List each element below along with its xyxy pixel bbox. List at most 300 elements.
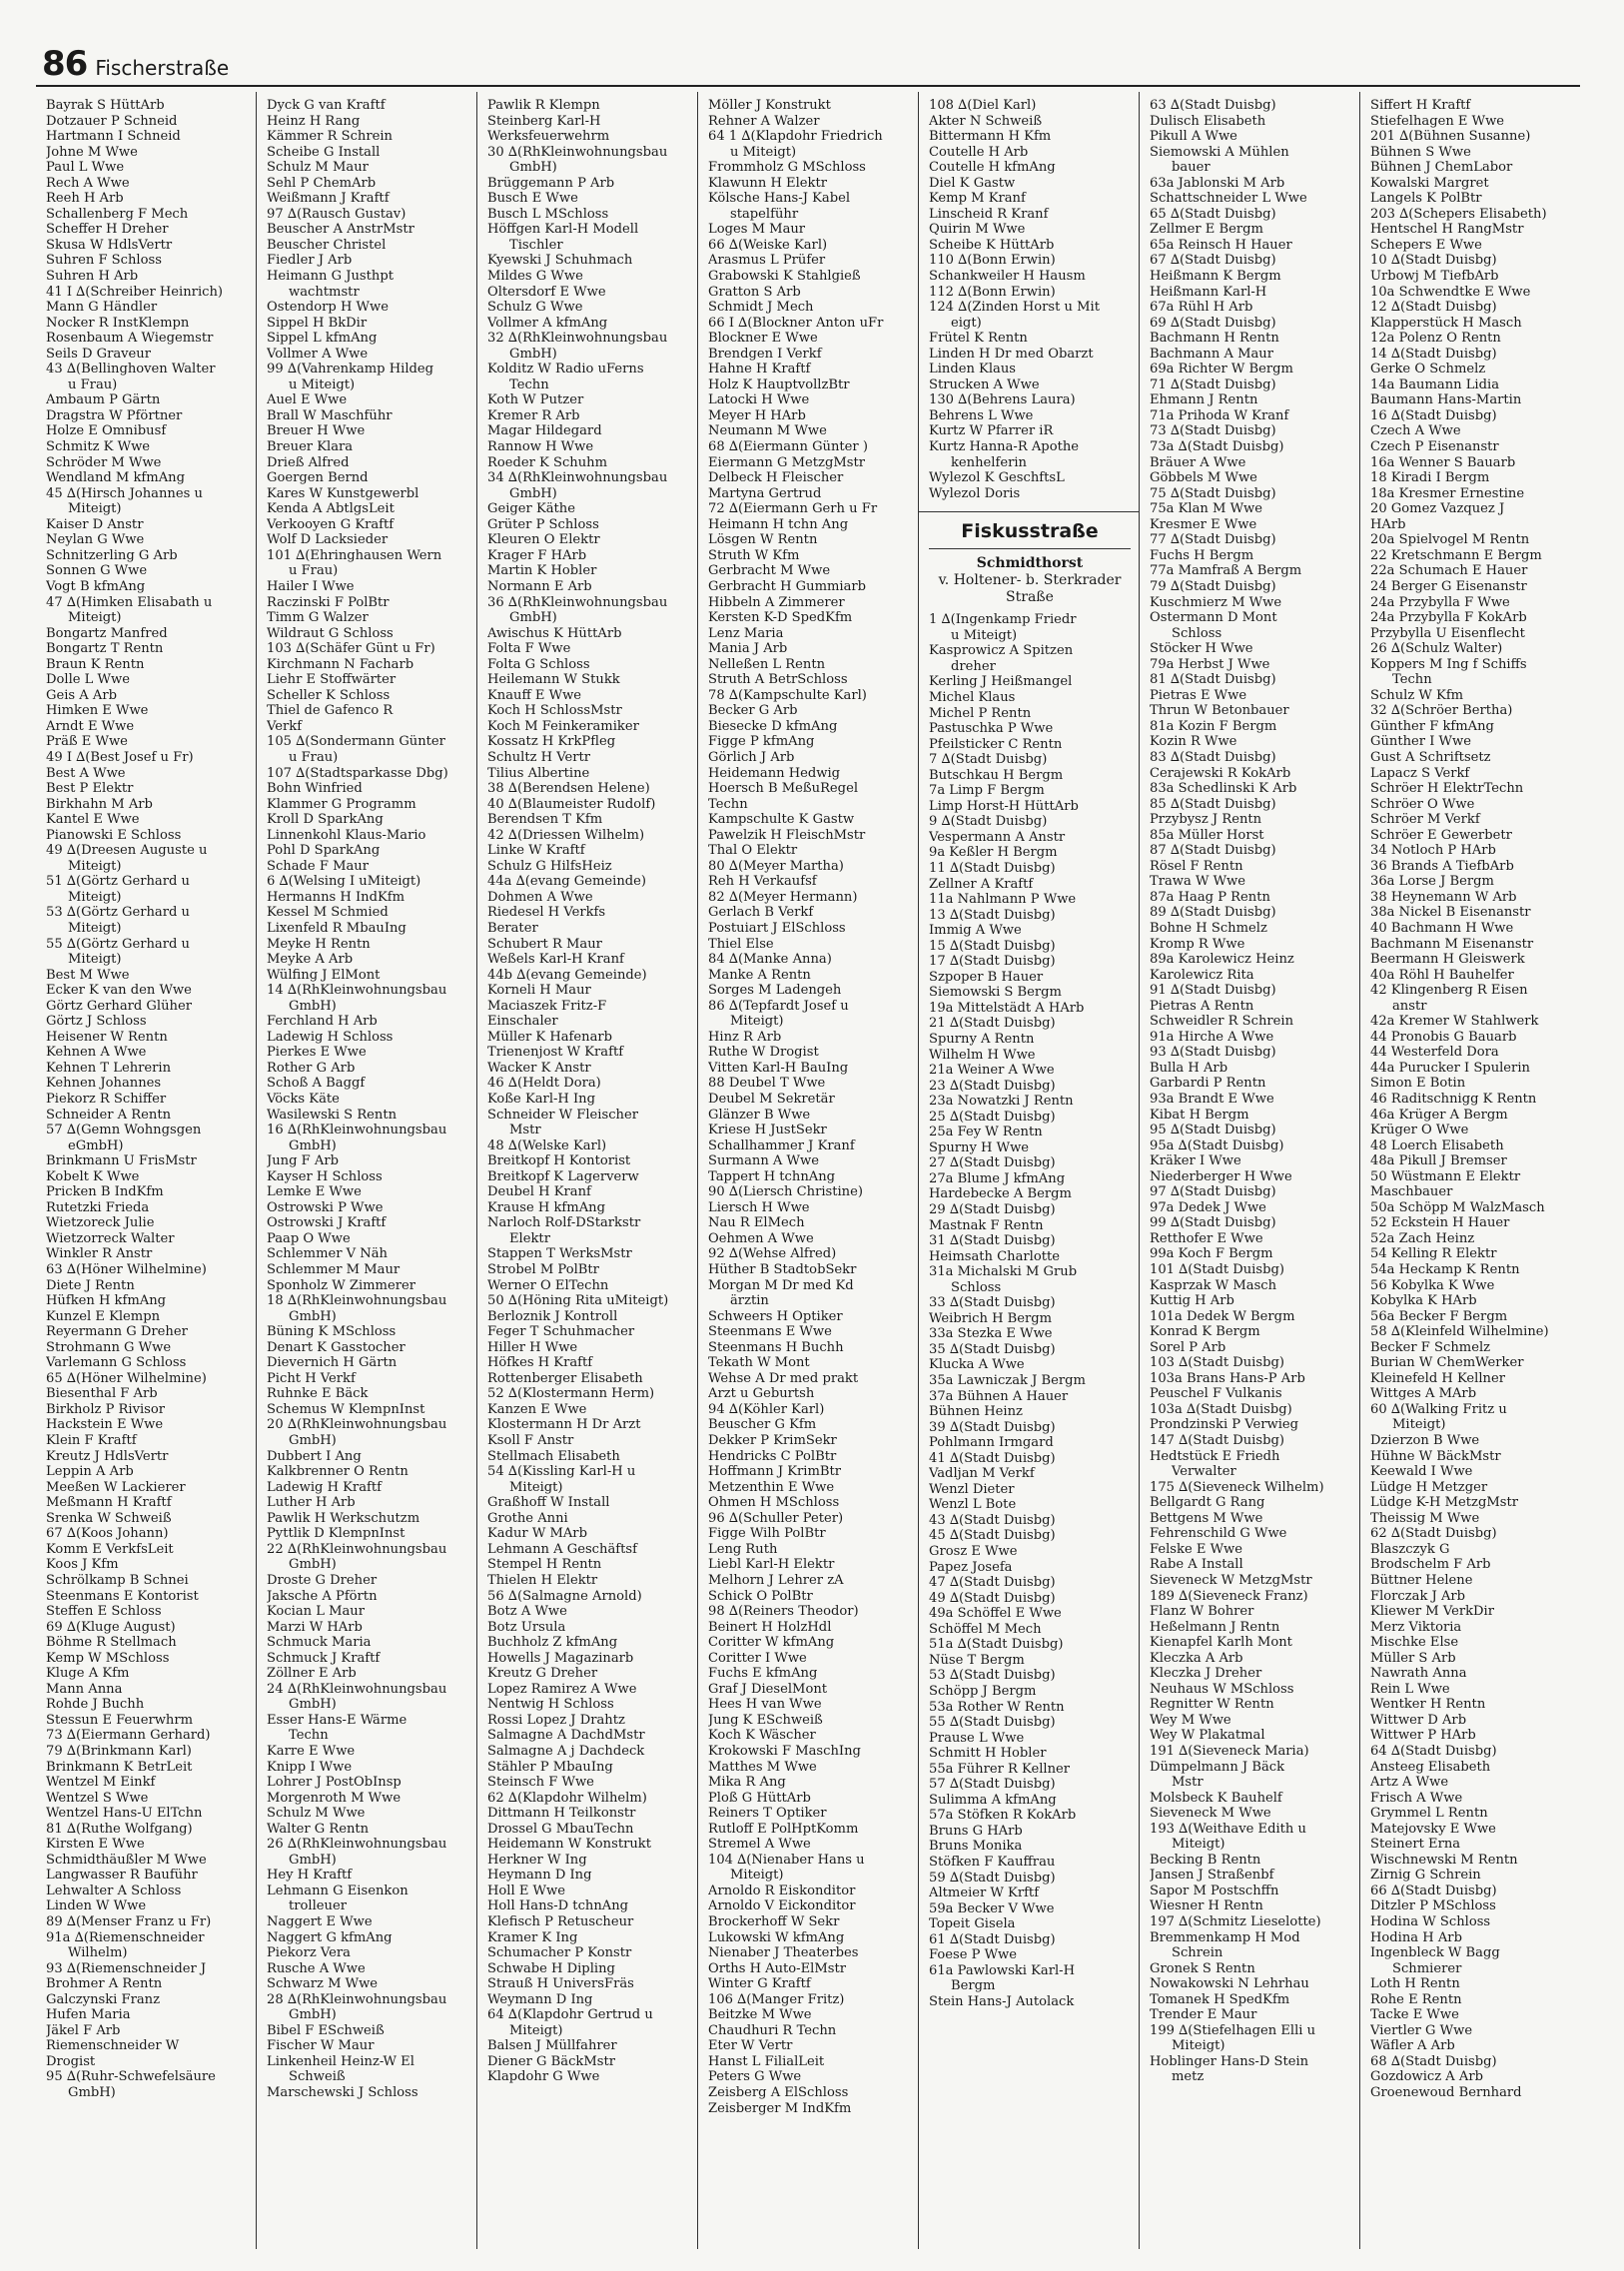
directory-entry: 22a Schumach E Hauer xyxy=(1370,563,1528,579)
directory-entry: Weßels Karl-H Kranf xyxy=(487,952,624,968)
directory-entry: Drieß Alfred xyxy=(267,454,350,470)
directory-entry: GmbH) xyxy=(289,1697,337,1713)
directory-entry: 59a Becker V Wwe xyxy=(929,1900,1055,1916)
directory-entry: Martyna Gertrud xyxy=(708,485,822,501)
directory-entry: Kaiser D Anstr xyxy=(46,516,144,532)
directory-entry: 19a Mittelstädt A HArb xyxy=(929,1000,1085,1016)
directory-entry: Göbbels M Wwe xyxy=(1150,470,1257,486)
directory-entry: Liebl Karl-H Elektr xyxy=(708,1557,835,1573)
directory-entry: 17 ∆(Stadt Duisbg) xyxy=(929,954,1056,970)
directory-entry: Schumacher P Konstr xyxy=(487,1945,632,1961)
directory-entry: Korneli H Maur xyxy=(487,983,591,999)
directory-entry: Einschaler xyxy=(487,1014,558,1030)
directory-entry: Holl Hans-D tchnAng xyxy=(487,1898,629,1914)
directory-entry: 64 1 ∆(Klapdohr Friedrich xyxy=(708,129,883,145)
directory-entry: Schröer M Verkf xyxy=(1370,812,1480,828)
directory-entry: Schnitzerling G Arb xyxy=(46,547,178,563)
directory-entry: Thiel de Gafenco R xyxy=(267,703,394,719)
directory-entry: Hackstein E Wwe xyxy=(46,1417,164,1433)
directory-entry: Brall W Maschführ xyxy=(267,407,393,423)
directory-entry: Graßhoff W Install xyxy=(487,1495,610,1511)
directory-entry: Nentwig H Schloss xyxy=(487,1697,614,1713)
directory-entry: 69 ∆(Stadt Duisbg) xyxy=(1150,315,1276,331)
directory-entry: 105 ∆(Sondermann Günter xyxy=(267,734,445,750)
directory-entry: Breuer H Wwe xyxy=(267,423,366,439)
directory-entry: Strohmann G Wwe xyxy=(46,1339,172,1355)
directory-entry: 89 ∆(Stadt Duisbg) xyxy=(1150,905,1276,921)
directory-entry: Kuttig H Arb xyxy=(1150,1293,1234,1309)
directory-entry: 84 ∆(Manke Anna) xyxy=(708,952,832,968)
directory-entry: 16a Wenner S Bauarb xyxy=(1370,454,1516,470)
directory-entry: Struth A BetrSchloss xyxy=(708,672,848,688)
directory-entry: Arnoldo R Eiskonditor xyxy=(708,1883,856,1898)
directory-entry: Piekorz R Schiffer xyxy=(46,1092,167,1107)
directory-entry: Hinz R Arb xyxy=(708,1029,782,1045)
directory-entry: Bongartz T Rentn xyxy=(46,641,164,657)
directory-entry: 50a Schöpp M WalzMasch xyxy=(1370,1199,1545,1215)
directory-entry: Rosenbaum A Wiegemstr xyxy=(46,331,214,347)
directory-entry: Oltersdorf E Wwe xyxy=(487,284,606,300)
directory-entry: GmbH) xyxy=(509,160,557,176)
directory-entry: Mann G Händler xyxy=(46,300,158,316)
directory-entry: 103 ∆(Schäfer Günt u Fr) xyxy=(267,641,435,657)
directory-entry: Loges M Maur xyxy=(708,222,806,238)
directory-entry: Tappert H tchnAng xyxy=(708,1168,836,1184)
directory-entry: Kares W Kunstgewerbl xyxy=(267,485,419,501)
directory-entry: Kayser H Schloss xyxy=(267,1168,383,1184)
directory-entry: Schmierer xyxy=(1392,1960,1462,1976)
directory-entry: trolleuer xyxy=(289,1898,347,1914)
directory-entry: 49 I ∆(Best Josef u Fr) xyxy=(46,749,194,765)
directory-entry: Sippel H BkDir xyxy=(267,315,368,331)
directory-entry: Kliewer M VerkDir xyxy=(1370,1604,1494,1620)
directory-entry: 80 ∆(Meyer Martha) xyxy=(708,858,844,874)
directory-entry: Nowakowski N Lehrhau xyxy=(1150,1976,1309,1992)
directory-entry: 6 ∆(Welsing I uMiteigt) xyxy=(267,874,421,890)
directory-entry: Müller K Hafenarb xyxy=(487,1029,613,1045)
directory-entry: Schankweiler H Hausm xyxy=(929,269,1086,285)
directory-entry: Balsen J Müllfahrer xyxy=(487,2038,617,2054)
directory-entry: Hodina H Arb xyxy=(1370,1929,1462,1945)
directory-entry: Auel E Wwe xyxy=(267,392,348,408)
directory-entry: 9a Keßler H Bergm xyxy=(929,845,1058,861)
directory-entry: 69 ∆(Kluge August) xyxy=(46,1619,176,1635)
directory-entry: Busch E Wwe xyxy=(487,191,578,207)
directory-entry: Fuchs E kfmAng xyxy=(708,1666,818,1682)
directory-entry: Schulz M Wwe xyxy=(267,1806,366,1822)
directory-entry: Thrun W Betonbauer xyxy=(1150,703,1289,719)
directory-entry: dreher xyxy=(951,658,996,674)
directory-entry: Fischer W Maur xyxy=(267,2038,375,2054)
directory-entry: Rohe E Rentn xyxy=(1370,1991,1462,2007)
directory-entry: Langels K PolBtr xyxy=(1370,191,1482,207)
directory-entry: 46 Raditschnigg K Rentn xyxy=(1370,1092,1537,1107)
directory-entry: Spurny A Rentn xyxy=(929,1031,1035,1047)
directory-entry: Kenda A AbtlgsLeit xyxy=(267,501,395,517)
header-rule xyxy=(36,85,1580,87)
directory-entry: Molsbeck K Bauhelf xyxy=(1150,1790,1282,1806)
directory-entry: Denart K Gasstocher xyxy=(267,1339,406,1355)
directory-entry: 28 ∆(RhKleinwohnungsbau xyxy=(267,1991,447,2007)
directory-entry: Beermann H Gleiswerk xyxy=(1370,952,1525,968)
directory-entry: 64 ∆(Klapdohr Gertrud u xyxy=(487,2007,653,2023)
directory-entry: Schulz W Kfm xyxy=(1370,687,1464,703)
directory-entry: Rehner A Walzer xyxy=(708,113,820,129)
directory-entry: Behrens L Wwe xyxy=(929,407,1034,423)
directory-entry: 86 ∆(Tepfardt Josef u xyxy=(708,998,849,1014)
directory-entry: Gerbracht H Gummiarb xyxy=(708,578,867,594)
directory-entry: Klucka A Wwe xyxy=(929,1357,1025,1373)
directory-entry: Karolewicz Rita xyxy=(1150,967,1254,983)
directory-entry: Komm E VerkfsLeit xyxy=(46,1541,174,1557)
directory-entry: Geis A Arb xyxy=(46,687,117,703)
directory-entry: Nüse T Bergm xyxy=(929,1652,1025,1668)
directory-entry: Ruthe W Drogist xyxy=(708,1045,819,1061)
directory-entry: Wentzel Hans-U ElTchn xyxy=(46,1806,203,1822)
directory-entry: Thielen H Elektr xyxy=(487,1572,598,1588)
directory-entry: 90 ∆(Liersch Christine) xyxy=(708,1184,863,1200)
directory-entry: Lehwalter A Schloss xyxy=(46,1883,182,1898)
directory-entry: 48 Loerch Elisabeth xyxy=(1370,1137,1504,1153)
directory-entry: Akter N Schweiß xyxy=(929,113,1043,129)
directory-entry: Präß E Wwe xyxy=(46,734,128,750)
directory-entry: 16 ∆(RhKleinwohnungsbau xyxy=(267,1123,447,1138)
directory-entry: 56a Becker F Bergm xyxy=(1370,1308,1508,1324)
directory-entry: Hey H Kraftf xyxy=(267,1868,353,1884)
directory-entry: Schröder M Wwe xyxy=(46,454,162,470)
directory-entry: Schöffel M Mech xyxy=(929,1621,1042,1637)
directory-entry: Hahne H Kraftf xyxy=(708,362,811,378)
directory-entry: Koße Karl-H Ing xyxy=(487,1092,595,1107)
directory-entry: Wenzl L Bote xyxy=(929,1497,1017,1513)
directory-entry: 81a Kozin F Bergm xyxy=(1150,718,1277,734)
page-number: 86 xyxy=(42,44,88,84)
directory-entry: Birkholz P Rivisor xyxy=(46,1401,166,1417)
directory-entry: Coutelle H Arb xyxy=(929,144,1029,160)
directory-entry: Schröer E Gewerbetr xyxy=(1370,827,1512,843)
directory-entry: Ecker K van den Wwe xyxy=(46,983,192,999)
directory-entry: eigt) xyxy=(951,315,982,331)
directory-entry: 15 ∆(Stadt Duisbg) xyxy=(929,938,1056,954)
directory-entry: 7a Limp F Bergm xyxy=(929,783,1045,799)
directory-entry: Raczinski F PolBtr xyxy=(267,594,390,610)
directory-entry: 25 ∆(Stadt Duisbg) xyxy=(929,1109,1056,1125)
directory-entry: Przybylla U Eisenflecht xyxy=(1370,625,1525,641)
directory-entry: 54 ∆(Kissling Karl-H u xyxy=(487,1464,636,1480)
directory-entry: Stähler P MbauIng xyxy=(487,1759,613,1775)
directory-entry: Görtz Gerhard Glüher xyxy=(46,998,192,1014)
directory-entry: Pietras E Wwe xyxy=(1150,687,1247,703)
directory-entry: Prause L Wwe xyxy=(929,1730,1025,1746)
directory-entry: Hanst L FilialLeit xyxy=(708,2053,825,2069)
directory-entry: 62 ∆(Stadt Duisbg) xyxy=(1370,1526,1497,1542)
directory-entry: Heymann D Ing xyxy=(487,1868,592,1884)
directory-entry: 89a Karolewicz Heinz xyxy=(1150,952,1294,968)
directory-entry: Krüger O Wwe xyxy=(1370,1123,1469,1138)
directory-entry: 20 Gomez Vazquez J xyxy=(1370,501,1505,517)
directory-entry: Diener G BäckMstr xyxy=(487,2053,616,2069)
directory-entry: Kämmer R Schrein xyxy=(267,129,393,145)
directory-entry: Ladewig H Kraftf xyxy=(267,1479,382,1495)
directory-entry: Deubel H Kranf xyxy=(487,1184,591,1200)
directory-entry: Szpoper B Hauer xyxy=(929,969,1044,985)
directory-entry: Verkf xyxy=(267,718,303,734)
directory-entry: Ostrowski J Kraftf xyxy=(267,1215,387,1231)
directory-entry: GmbH) xyxy=(289,998,337,1014)
directory-entry: 107 ∆(Stadtsparkasse Dbg) xyxy=(267,765,448,781)
directory-entry: Wenzl Dieter xyxy=(929,1481,1015,1497)
directory-entry: Coritter I Wwe xyxy=(708,1650,807,1666)
directory-entry: Blaszczyk G xyxy=(1370,1541,1450,1557)
directory-entry: Kölsche Hans-J Kabel xyxy=(708,191,851,207)
directory-entry: 79 ∆(Brinkmann Karl) xyxy=(46,1743,192,1759)
directory-entry: 83a Schedlinski K Arb xyxy=(1150,781,1297,797)
directory-entry: Bittermann H Kfm xyxy=(929,129,1052,145)
directory-entry: Höfkes H Kraftf xyxy=(487,1355,593,1371)
directory-entry: Kowalski Margret xyxy=(1370,175,1489,191)
directory-entry: 73a ∆(Stadt Duisbg) xyxy=(1150,439,1284,455)
directory-entry: 191 ∆(Sieveneck Maria) xyxy=(1150,1743,1309,1759)
directory-entry: Morgenroth M Wwe xyxy=(267,1790,402,1806)
directory-entry: 103a Brans Hans-P Arb xyxy=(1150,1370,1305,1386)
directory-entry: Elektr xyxy=(509,1230,550,1246)
directory-entry: Kemp W MSchloss xyxy=(46,1650,170,1666)
directory-entry: Merz Viktoria xyxy=(1370,1619,1462,1635)
directory-entry: Ambaum P Gärtn xyxy=(46,392,161,408)
directory-entry: Nienaber J Theaterbes xyxy=(708,1945,859,1961)
directory-entry: Wäfler A Arb xyxy=(1370,2038,1455,2054)
directory-entry: 83 ∆(Stadt Duisbg) xyxy=(1150,749,1276,765)
directory-entry: Graf J DieselMont xyxy=(708,1681,828,1697)
directory-entry: Struth W Kfm xyxy=(708,547,800,563)
directory-entry: 68 ∆(Stadt Duisbg) xyxy=(1370,2053,1497,2069)
directory-entry: Bühnen S Wwe xyxy=(1370,144,1471,160)
directory-entry: Brüggemann P Arb xyxy=(487,175,615,191)
directory-entry: bauer xyxy=(1172,160,1211,176)
directory-entry: Wendland M kfmAng xyxy=(46,470,185,486)
directory-entry: Stein Hans-J Autolack xyxy=(929,1993,1075,2009)
directory-entry: 26 ∆(Schulz Walter) xyxy=(1370,641,1503,657)
column-7 xyxy=(1360,92,1580,2249)
directory-entry: 203 ∆(Schepers Elisabeth) xyxy=(1370,206,1547,222)
directory-entry: Riemenschneider W xyxy=(46,2038,180,2054)
directory-entry: 61 ∆(Stadt Duisbg) xyxy=(929,1931,1056,1947)
directory-entry: Strucken A Wwe xyxy=(929,377,1040,392)
directory-entry: ärztin xyxy=(730,1293,769,1309)
directory-entry: u Frau) xyxy=(68,377,118,392)
directory-entry: 101a Dedek W Bergm xyxy=(1150,1308,1295,1324)
directory-entry: Miteigt) xyxy=(509,2022,563,2038)
directory-entry: Kunzel E Klempn xyxy=(46,1308,161,1324)
directory-entry: Sonnen G Wwe xyxy=(46,563,148,579)
directory-entry: Groenewoud Bernhard xyxy=(1370,2085,1522,2100)
directory-entry: Höffgen Karl-H Modell xyxy=(487,222,639,238)
directory-entry: Krager F HArb xyxy=(487,547,587,563)
directory-entry: Rother G Arb xyxy=(267,1060,356,1076)
directory-entry: Flanz W Bohrer xyxy=(1150,1604,1254,1620)
directory-entry: 92 ∆(Wehse Alfred) xyxy=(708,1246,837,1262)
running-street-title: Fischerstraße xyxy=(95,56,230,80)
directory-entry: 37a Bühnen A Hauer xyxy=(929,1388,1069,1404)
directory-entry: Trender E Maur xyxy=(1150,2007,1257,2023)
directory-entry: Florczak J Arb xyxy=(1370,1588,1466,1604)
directory-entry: Theissig M Wwe xyxy=(1370,1510,1480,1526)
directory-entry: 201 ∆(Bühnen Susanne) xyxy=(1370,129,1531,145)
directory-entry: Wentzel S Wwe xyxy=(46,1790,149,1806)
directory-entry: 189 ∆(Sieveneck Franz) xyxy=(1150,1588,1308,1604)
directory-entry: Ehmann J Rentn xyxy=(1150,392,1258,408)
directory-entry: 33a Stezka E Wwe xyxy=(929,1326,1053,1342)
directory-entry: Klapdohr G Wwe xyxy=(487,2069,600,2085)
directory-entry: Bachmann A Maur xyxy=(1150,346,1273,362)
directory-entry: Vogt B kfmAng xyxy=(46,578,146,594)
directory-entry: Kersten K-D SpedKfm xyxy=(708,610,853,626)
directory-entry: Drossel G MbauTechn xyxy=(487,1821,634,1837)
directory-entry: 7 ∆(Stadt Duisbg) xyxy=(929,752,1048,768)
directory-entry: 57 ∆(Stadt Duisbg) xyxy=(929,1777,1056,1793)
directory-entry: Spurny H Wwe xyxy=(929,1139,1030,1155)
directory-entry: Glänzer B Wwe xyxy=(708,1107,811,1123)
directory-entry: Steinberg Karl-H xyxy=(487,113,601,129)
directory-entry: Pohl D SparkAng xyxy=(267,843,381,859)
directory-entry: Awischus K HüttArb xyxy=(487,625,622,641)
directory-entry: 24a Przybylla F KokArb xyxy=(1370,610,1527,626)
directory-entry: 20 ∆(RhKleinwohnungsbau xyxy=(267,1417,447,1433)
directory-entry: Hibbeln A Zimmerer xyxy=(708,594,845,610)
directory-entry: Wiesner H Rentn xyxy=(1150,1898,1263,1914)
directory-entry: Botz A Wwe xyxy=(487,1604,567,1620)
directory-entry: Meßmann H Kraftf xyxy=(46,1495,172,1511)
directory-entry: 87a Haag P Rentn xyxy=(1150,889,1270,905)
directory-entry: Ruhnke E Bäck xyxy=(267,1386,369,1402)
directory-entry: Scheller K Schloss xyxy=(267,687,391,703)
directory-entry: Kerling J Heißmangel xyxy=(929,674,1073,690)
directory-entry: 23 ∆(Stadt Duisbg) xyxy=(929,1078,1056,1094)
directory-entry: Kleczka J Dreher xyxy=(1150,1666,1262,1682)
directory-entry: Dotzauer P Schneid xyxy=(46,113,178,129)
directory-entry: 68 ∆(Eiermann Günter ) xyxy=(708,439,868,455)
directory-entry: Kleinefeld H Kellner xyxy=(1370,1370,1505,1386)
directory-entry: Timm G Walzer xyxy=(267,610,369,626)
directory-entry: 38 ∆(Berendsen Helene) xyxy=(487,781,650,797)
directory-entry: 65 ∆(Stadt Duisbg) xyxy=(1150,206,1276,222)
directory-entry: Günther I Wwe xyxy=(1370,734,1471,750)
directory-entry: Schmuck J Kraftf xyxy=(267,1650,381,1666)
directory-entry: 103a ∆(Stadt Duisbg) xyxy=(1150,1401,1292,1417)
directory-entry: Lüdge K-H MetzgMstr xyxy=(1370,1495,1518,1511)
directory-entry: Wittwer P HArb xyxy=(1370,1728,1476,1744)
directory-entry: 36 ∆(RhKleinwohnungsbau xyxy=(487,594,668,610)
directory-entry: 40 Bachmann H Wwe xyxy=(1370,920,1514,936)
directory-entry: Coritter W kfmAng xyxy=(708,1635,835,1651)
directory-entry: Diel K Gastw xyxy=(929,175,1016,191)
directory-entry: Diete J Rentn xyxy=(46,1277,135,1293)
directory-entry: Thal O Elektr xyxy=(708,843,798,859)
directory-entry: Schröer H ElektrTechn xyxy=(1370,781,1524,797)
directory-entry: 93a Brandt E Wwe xyxy=(1150,1092,1274,1107)
directory-entry: 45 ∆(Stadt Duisbg) xyxy=(929,1528,1056,1544)
directory-entry: Holz K HauptvollzBtr xyxy=(708,377,850,392)
directory-entry: Becking B Rentn xyxy=(1150,1852,1261,1868)
directory-entry: 91a ∆(Riemenschneider xyxy=(46,1929,205,1945)
directory-entry: Heisener W Rentn xyxy=(46,1029,168,1045)
directory-entry: Bühnen Heinz xyxy=(929,1404,1023,1420)
directory-entry: 16 ∆(Stadt Duisbg) xyxy=(1370,407,1497,423)
directory-entry: 78 ∆(Kampschulte Karl) xyxy=(708,687,867,703)
directory-entry: 94 ∆(Köhler Karl) xyxy=(708,1401,825,1417)
directory-entry: Kräker I Wwe xyxy=(1150,1153,1241,1169)
directory-entry: Brohmer A Rentn xyxy=(46,1976,163,1992)
directory-entry: Grymmel L Rentn xyxy=(1370,1806,1488,1822)
directory-entry: 66 I ∆(Blockner Anton uFr xyxy=(708,315,884,331)
directory-entry: 124 ∆(Zinden Horst u Mit xyxy=(929,300,1101,316)
directory-entry: Hedtstück E Friedh xyxy=(1150,1448,1280,1464)
directory-entry: Rohde J Buchh xyxy=(46,1697,145,1713)
directory-entry: Cerajewski R KokArb xyxy=(1150,765,1291,781)
directory-entry: Fiedler J Arb xyxy=(267,253,353,269)
directory-entry: 110 ∆(Bonn Erwin) xyxy=(929,253,1056,269)
directory-entry: Rossi Lopez J Drahtz xyxy=(487,1712,625,1728)
directory-entry: 41 I ∆(Schreiber Heinrich) xyxy=(46,284,224,300)
directory-entry: Ditzler P MSchloss xyxy=(1370,1898,1496,1914)
directory-entry: Paul L Wwe xyxy=(46,160,125,176)
directory-entry: Drogist xyxy=(46,2053,96,2069)
column-5 xyxy=(919,92,1140,2249)
directory-entry: 51 ∆(Görtz Gerhard u xyxy=(46,874,190,890)
directory-entry: Himken E Wwe xyxy=(46,703,149,719)
directory-entry: 40 ∆(Blaumeister Rudolf) xyxy=(487,796,656,812)
directory-entry: 10 ∆(Stadt Duisbg) xyxy=(1370,253,1497,269)
column-1 xyxy=(36,92,257,2249)
directory-entry: Wietzoreck Julie xyxy=(46,1215,155,1231)
street-section-heading xyxy=(929,501,1131,612)
directory-entry: Sorges M Ladengeh xyxy=(708,983,842,999)
directory-entry: Dümpelmann J Bäck xyxy=(1150,1759,1285,1775)
directory-entry: Schöpp J Bergm xyxy=(929,1683,1037,1699)
directory-entry: Zöllner E Arb xyxy=(267,1666,357,1682)
directory-entry: Rottenberger Elisabeth xyxy=(487,1370,643,1386)
directory-entry: Liehr E Stoffwärter xyxy=(267,672,397,688)
directory-entry: Hailer I Wwe xyxy=(267,578,355,594)
directory-entry: 45 ∆(Hirsch Johannes u xyxy=(46,485,203,501)
directory-entry: 21 ∆(Stadt Duisbg) xyxy=(929,1016,1056,1032)
directory-entry: Schade F Maur xyxy=(267,858,369,874)
directory-entry: 55 ∆(Stadt Duisbg) xyxy=(929,1715,1056,1731)
directory-entry: Krokowski F MaschIng xyxy=(708,1743,861,1759)
directory-entry: 85a Müller Horst xyxy=(1150,827,1264,843)
directory-entry: Bremmenkamp H Mod xyxy=(1150,1929,1300,1945)
directory-entry: 18 ∆(RhKleinwohnungsbau xyxy=(267,1293,447,1309)
directory-entry: Sulimma A kfmAng xyxy=(929,1792,1057,1808)
directory-entry: Arzt u Geburtsh xyxy=(708,1386,815,1402)
directory-entry: Siemowski S Bergm xyxy=(929,985,1062,1001)
directory-entry: Gust A Schriftsetz xyxy=(1370,749,1491,765)
directory-entry: Zellmer E Bergm xyxy=(1150,222,1263,238)
directory-entry: Kolditz W Radio uFerns xyxy=(487,362,644,378)
directory-entry: Hees H van Wwe xyxy=(708,1697,822,1713)
directory-entry: Quirin M Wwe xyxy=(929,222,1026,238)
directory-entry: Trienenjost W Kraftf xyxy=(487,1045,624,1061)
directory-entry: 48 ∆(Welske Karl) xyxy=(487,1137,607,1153)
directory-entry: Hoffmann J KrimBtr xyxy=(708,1464,842,1480)
directory-entry: Gerke O Schmelz xyxy=(1370,362,1486,378)
directory-entry: Koppers M Ing f Schiffs xyxy=(1370,656,1527,672)
directory-entry: Linke W Kraftf xyxy=(487,843,585,859)
directory-entry: Schröer O Wwe xyxy=(1370,796,1475,812)
directory-entry: 81 ∆(Ruthe Wolfgang) xyxy=(46,1821,193,1837)
directory-entry: 77 ∆(Stadt Duisbg) xyxy=(1150,532,1276,548)
directory-entry: Ploß G HüttArb xyxy=(708,1790,811,1806)
